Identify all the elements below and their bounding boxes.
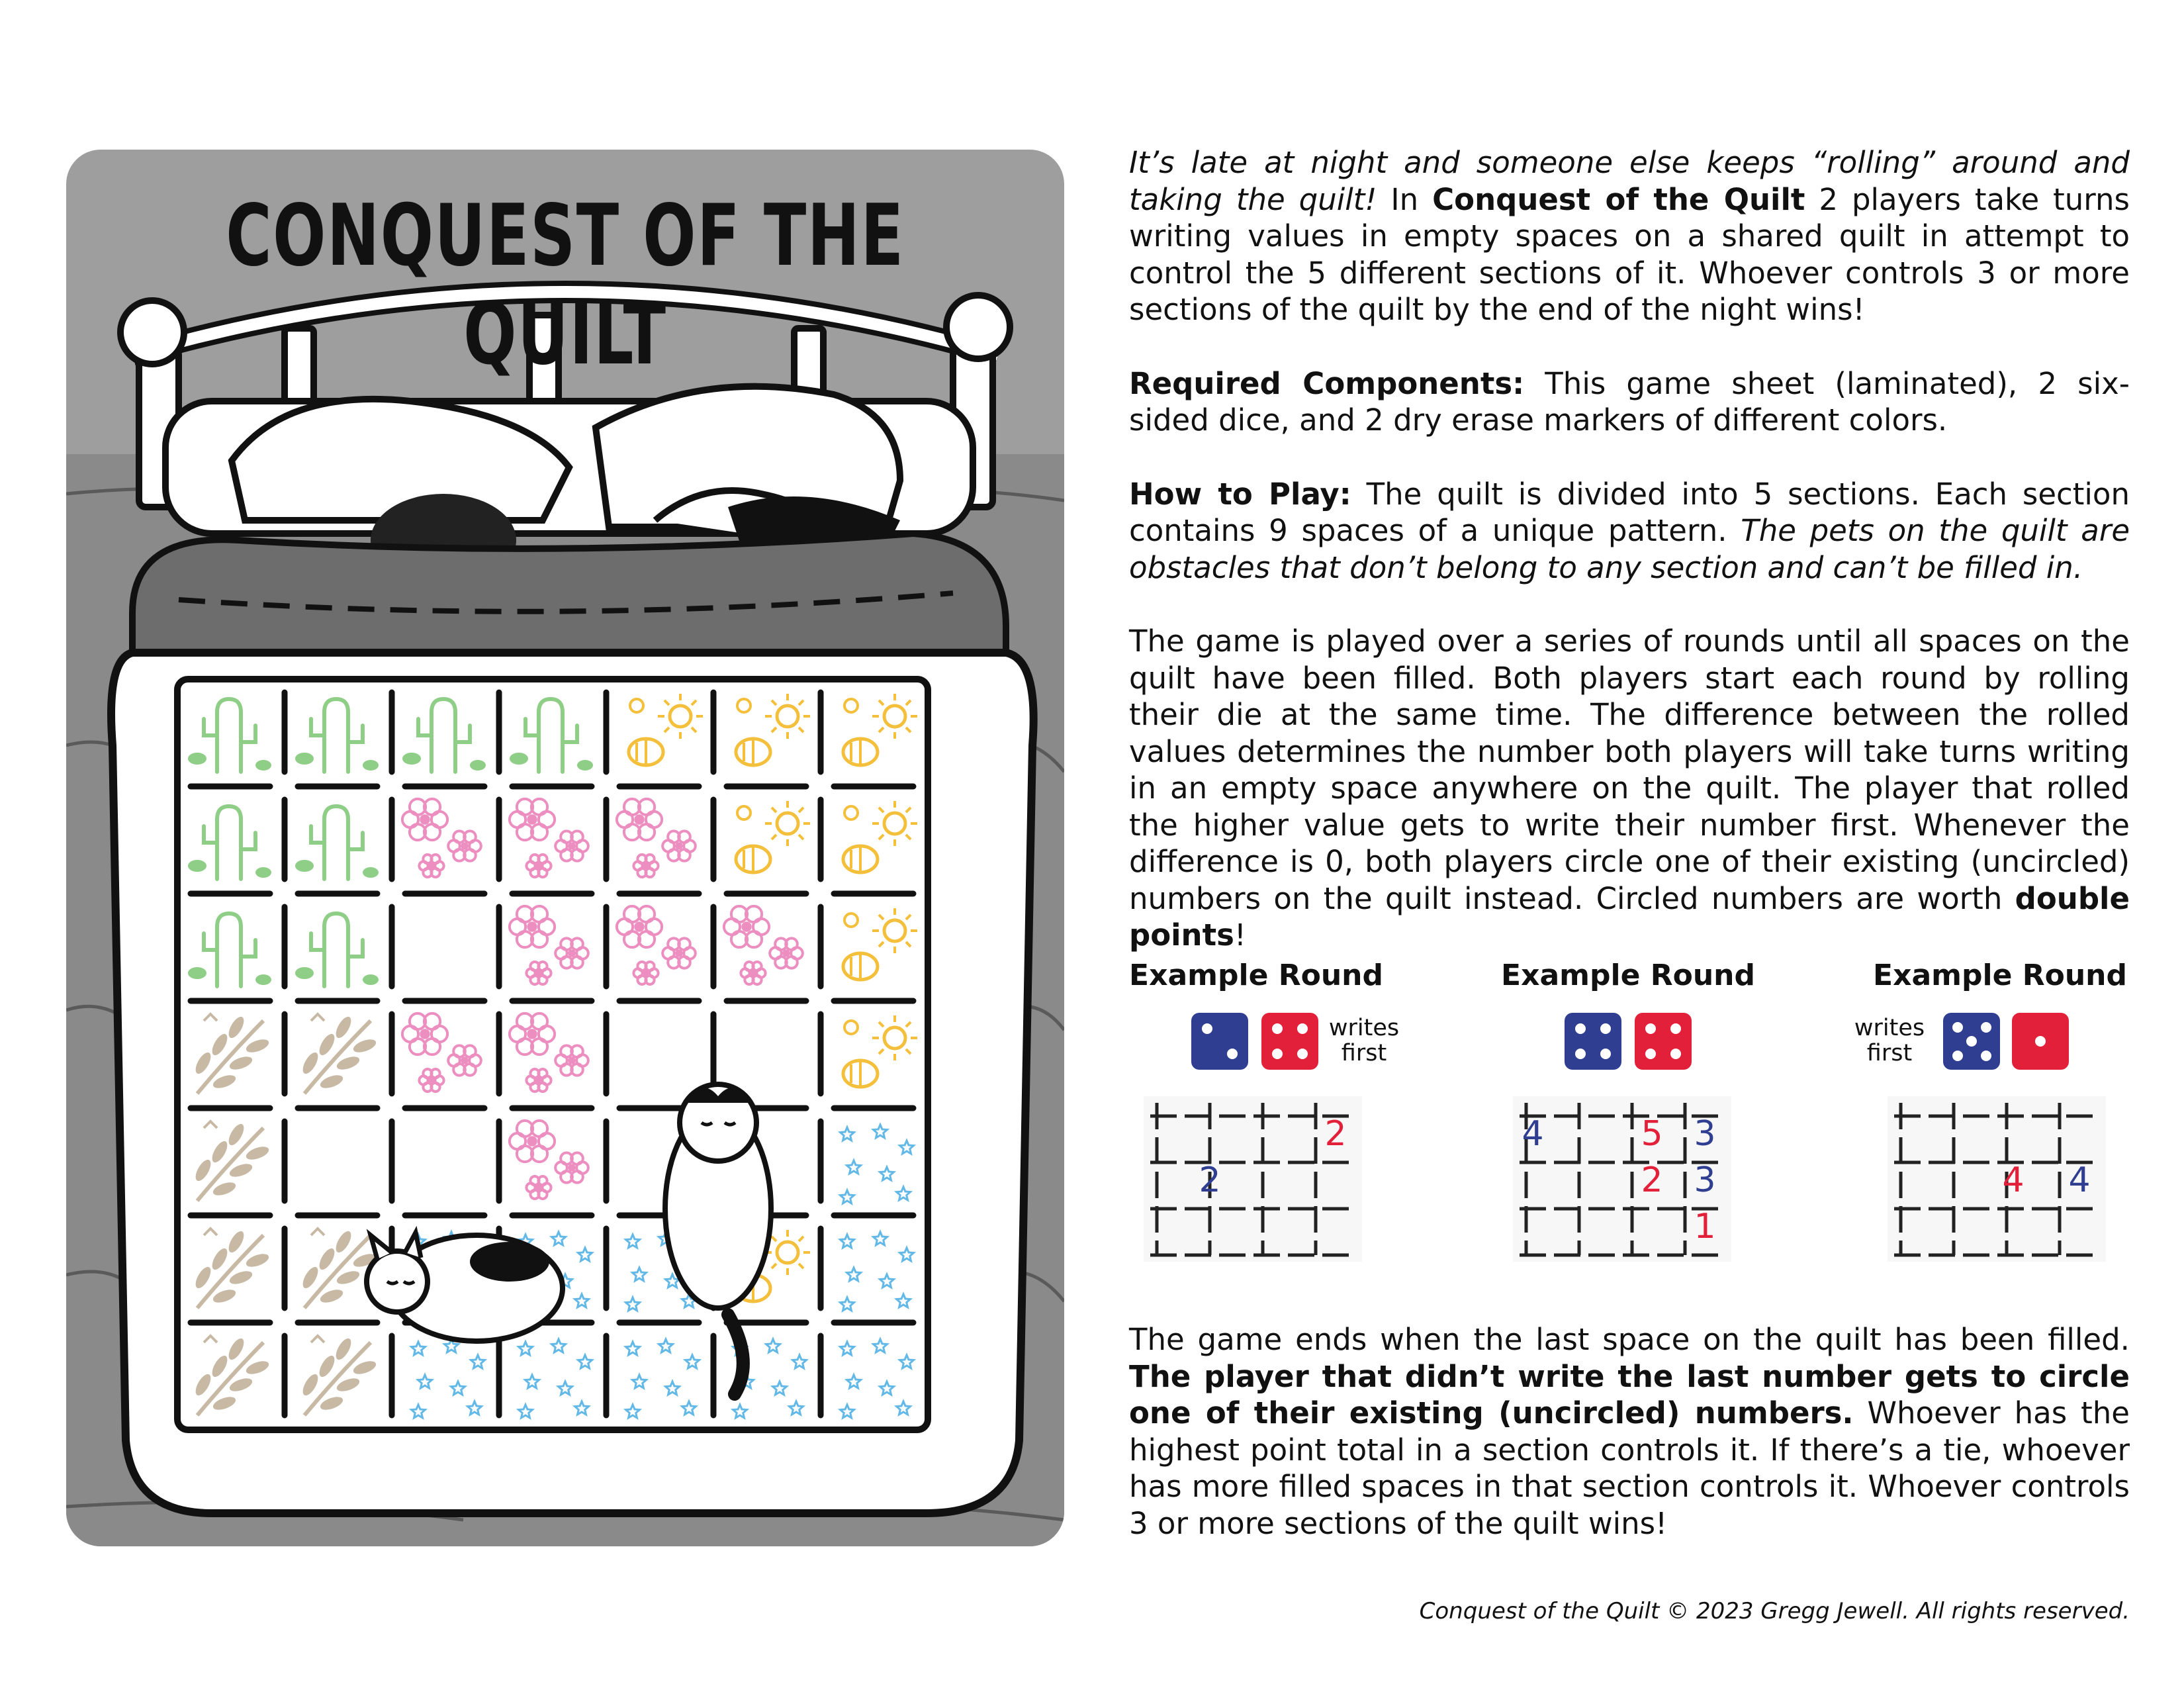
die-pip [1575,1023,1586,1034]
die-pip [1227,1049,1238,1059]
rules-end [1129,1321,2130,1542]
die-pip [1297,1023,1308,1034]
die-pip [1272,1023,1283,1034]
die-pip [1297,1049,1308,1059]
end-bold: The player that didn’t write the last number gets to circle one of their existing (uncircled) numbers. [1129,1358,2130,1430]
rounds-end: ! [1234,917,1246,953]
writes-first-label: writes first [1328,1015,1400,1066]
intro-title: Conquest of the Quilt [1432,181,1805,217]
die-pip [1670,1023,1681,1034]
die-pip [1272,1049,1283,1059]
components-label: Required Components: [1129,365,1525,401]
example-number: 2 [1324,1114,1347,1154]
rounds-bold: double points [1129,880,2130,953]
red-die [1261,1013,1318,1070]
writes-first-label: writes first [1854,1015,1925,1066]
rules-text [1129,144,2130,991]
die-pip [1202,1023,1212,1034]
example-number: 4 [2002,1160,2025,1200]
end-text: The game ends when the last space on the quilt has been filled. [1129,1322,2130,1357]
components-text: This game sheet (laminated), 2 six-sided dice, and 2 dry erase markers of different colors. [1129,365,2130,438]
die-pip [1952,1022,1963,1033]
example-title: Example Round [1501,959,1755,992]
die-pip [1966,1036,1977,1047]
copyright: Conquest of the Quilt © 2023 Gregg Jewell. All rights reserved. [1419,1598,2130,1624]
blue-die [1943,1013,2000,1070]
die-pip [1575,1049,1586,1059]
blanket-fold [132,534,1006,653]
example-number: 5 [1641,1114,1663,1154]
example-title: Example Round [1129,959,1383,992]
die-pip [1645,1049,1656,1059]
rules-intro [1129,144,2130,328]
die-pip [1645,1023,1656,1034]
die-pip [2035,1036,2046,1047]
red-die [1635,1013,1692,1070]
example-grid [1513,1096,1731,1262]
end-rest: Whoever has the highest point total in a section controls it. If there’s a tie, whoever has more filled spaces in that section controls it. Whoever controls 3 or more sections of the quilt wins! [1129,1395,2130,1541]
die-pip [1981,1022,1991,1033]
rounds-text: The game is played over a series of rounds until all spaces on the quilt have been filled. Both players start each round by rolling their die at the same time. The difference between the rolled values determines the number both players will take turns writing in an empty space anywhere on the quilt. The player that rolled the higher value gets to write their number first. Whenever the difference is 0, both players circle one of their existing (uncircled) numbers on the quilt instead. Circled numbers are worth [1129,624,2130,916]
example-grid [1888,1096,2106,1262]
example-number: 2 [1641,1160,1663,1200]
blue-die [1191,1013,1248,1070]
intro-pre: In [1377,181,1433,217]
die-pip [1952,1051,1963,1061]
howto-label: How to Play: [1129,476,1351,512]
die-pip [1600,1023,1611,1034]
die-pip [1981,1051,1991,1061]
example-title: Example Round [1873,959,2127,992]
example-number: 3 [1694,1160,1716,1200]
howto-italic: The pets on the quilt are obstacles that don’t belong to any section and can’t be filled in. [1129,513,2130,585]
example-number: 4 [1522,1114,1544,1154]
die-pip [1670,1049,1681,1059]
blue-die [1565,1013,1621,1070]
die-pip [1600,1049,1611,1059]
intro-italic: It’s late at night and someone else keeps “rolling” around and taking the quilt! [1129,145,2130,217]
rules-rounds [1129,623,2130,954]
red-die [2012,1013,2069,1070]
example-number: 1 [1694,1207,1716,1246]
example-number: 4 [2068,1160,2091,1200]
example-number: 3 [1694,1114,1716,1154]
game-board [66,150,1064,1546]
example-grid [1144,1096,1362,1262]
rules-components [1129,365,2130,439]
board-title: CONQUEST OF THE QUILT [226,187,905,384]
rules-howto [1129,476,2130,586]
example-number: 2 [1199,1160,1221,1200]
howto-text: The quilt is divided into 5 sections. Each section contains 9 spaces of a unique pattern. [1129,476,2130,548]
intro-rest: 2 players take turns writing values in empty spaces on a shared quilt in attempt to control the 5 different sections of it. Whoever controls 3 or more sections of the quilt by the end of the night wins! [1129,181,2130,327]
